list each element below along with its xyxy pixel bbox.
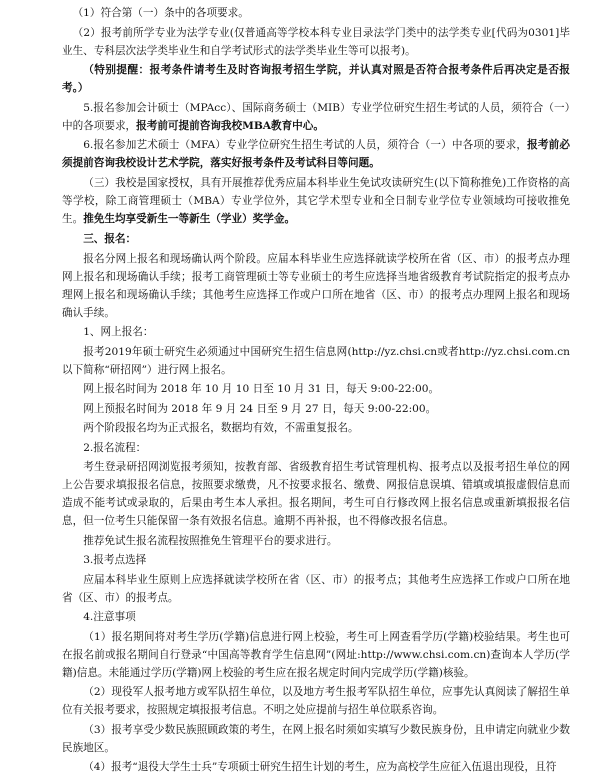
para-online-site: 报考2019年硕士研究生必须通过中国研究生招生信息网(http://yz.chsi.cn或者http://yz.chsi.com.cn以下简称“研招网”）进行网上报名。 bbox=[62, 345, 570, 376]
item-6-text: 6.报名参加艺术硕士（MFA）专业学位研究生招生考试的人员，须符合（一）中各项的要求， bbox=[83, 139, 528, 151]
para-line-1: （1）符合第（一）条中的各项要求。 bbox=[72, 7, 249, 19]
para-both-valid: 两个阶段报名均为正式报名，数据均有效，不需重复报名。 bbox=[83, 422, 359, 434]
item-6-bold: 报考前必须提前咨询我校设计艺术学院，落实好报考条件及考试科目等问题。 bbox=[62, 139, 571, 169]
para-item-5 bbox=[62, 99, 570, 135]
subheading-process: 2.报名流程： bbox=[83, 441, 147, 454]
para-registration-intro: 报名分网上报名和现场确认两个阶段。应届本科毕业生应选择就读学校所在省（区、市）的报考点办理网上报名和现场确认手续；报考工商管理硕士等专业硕士的考生应选择当地省级教育考试院指定的报考点办理网上报名和现场确认手续；其他考生应选择工作或户口所在地省（区、市）的报考点办理网上报名和现场确认手续。 bbox=[62, 252, 570, 319]
section-3-text: （三）我校是国家授权，具有开展推荐优秀应届本科毕业生免试攻读研究生(以下简称推免)工作资格的高等学校，除工商管理硕士（MBA）专业学位外，其它学术型专业和全日制专业学位专业领域均可接收推免生。 bbox=[62, 176, 570, 225]
para-recommend: 推荐免试生报名流程按照推免生管理平台的要求进行。 bbox=[83, 534, 338, 547]
para-process: 考生登录研招网浏览报考须知，按教育部、省级教育招生考试管理机构、报考点以及报考招生单位的网上公告要求填报报名信息，按照要求缴费，凡不按要求报名、缴费、网报信息误填、错填或填报虚假信息而造成不能考试或录取的，后果由考生本人承担。报名期间，考生可自行修改网上报名信息或重新填报报名信息，但一位考生只能保留一条有效报名信息。逾期不再补报，也不得修改报名信息。 bbox=[62, 461, 570, 527]
para-site: 应届本科毕业生原则上应选择就读学校所在省（区、市）的报考点；其他考生应选择工作或户口所在地省（区、市）的报考点。 bbox=[62, 573, 570, 604]
subheading-online: 1、网上报名： bbox=[83, 326, 154, 338]
para-note-1: （1）报名期间将对考生学历(学籍)信息进行网上校验，考生可上网查看学历(学籍)校验结果。考生也可在报名前或报名期间自行登录“中国高等教育学生信息网”(网址:http://www.chsi.com.cn)查询本人学历(学籍)信息。未能通过学历(学籍)网上校验的考生应在报名规定时间内完成学历(学籍)核验。 bbox=[62, 630, 570, 679]
heading-registration: 三、报名： bbox=[83, 232, 137, 245]
para-note-3: （3）报考享受少数民族照顾政策的考生，在网上报名时须如实填写少数民族身份，且申请定向就业少数民族地区。 bbox=[62, 723, 570, 754]
item-5-text: 5.报名参加会计硕士（MPAcc）、国际商务硕士（MIB）专业学位研究生招生考试的人员，须符合（一）中的各项要求， bbox=[62, 101, 570, 132]
para-section-3 bbox=[62, 174, 570, 228]
section-3-bold: 推免生均享受新生一等新生（学业）奖学金。 bbox=[83, 212, 296, 225]
para-pre-time: 网上预报名时间为 2018 年 9 月 24 日至 9 月 27 日，每天 9:00-22:00。 bbox=[83, 402, 437, 415]
para-line-2: （2）报考前所学专业为法学专业(仅普通高等学校本科专业目录法学门类中的法学类专业[代码为0301]毕业生、专科层次法学类毕业生和自学考试形式的法学类毕业生等可以报考)。 bbox=[62, 26, 570, 57]
special-reminder: （特别提醒：报考条件请考生及时咨询报考招生学院，并认真对照是否符合报考条件后再决定是否报考。） bbox=[62, 64, 570, 94]
document-body bbox=[62, 4, 570, 776]
subheading-site: 3.报考点选择 bbox=[83, 554, 147, 566]
item-5-bold: 报考前可提前咨询我校MBA教育中心。 bbox=[136, 119, 324, 132]
para-item-6 bbox=[62, 136, 570, 172]
para-note-2: （2）现役军人报考地方或军队招生单位，以及地方考生报考军队招生单位，应事先认真阅读了解招生单位有关报考要求，按照规定填报报考信息。不明之处应提前与招生单位联系咨询。 bbox=[62, 686, 570, 716]
para-note-4: （4）报考“退役大学生士兵”专项硕士研究生招生计划的考生，应为高校学生应征入伍退出现役，且符 bbox=[83, 761, 557, 773]
subheading-notes: 4.注意事项 bbox=[83, 611, 136, 623]
para-online-time: 网上报名时间为 2018 年 10 月 10 日至 10 月 31 日，每天 9:00-22:00。 bbox=[83, 383, 440, 395]
